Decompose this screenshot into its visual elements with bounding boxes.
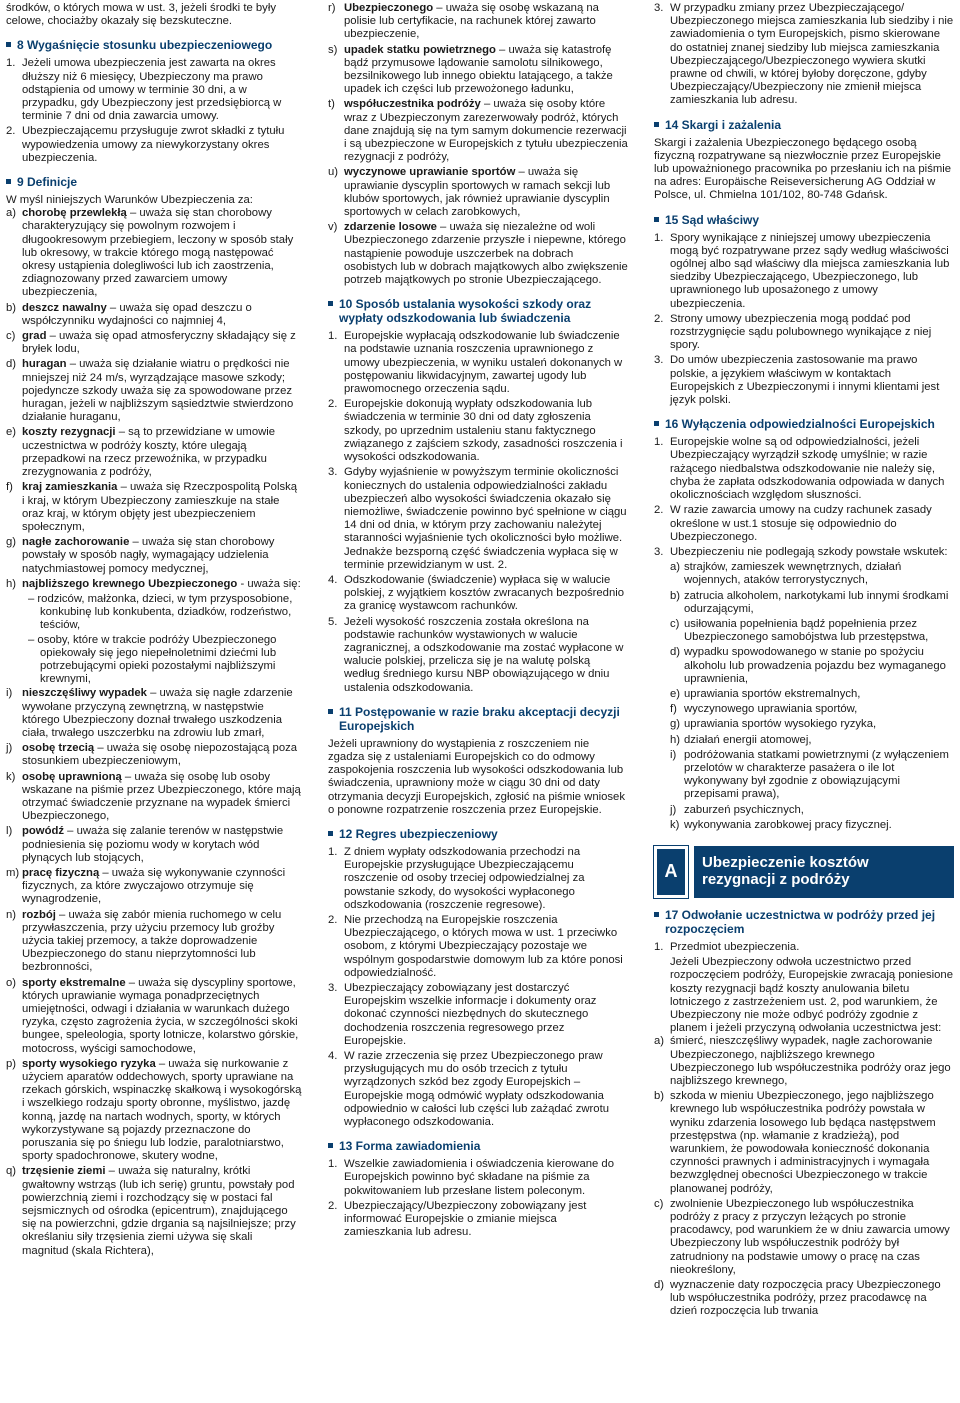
list-item: 3. W przypadku zmiany przez Ubezpieczającego/ Ubezpieczonego miejsca zamieszkania lub siedziby i nie zawiadomienia o tym Europejskich, pismo skierowane do ostatniej znanej siedziby lub miejsca zamieszkania Ubezpieczającego/Ubezpieczonego wywiera skutki prawne od chwili, w której byłoby doręczone, gdyby Ubezpieczający/Ubezpieczony nie zmienił miejsca zamieszkania lub adresu.	[654, 2, 954, 107]
definition-item: a) chorobę przewlekłą – uważa się stan chorobowy charakteryzujący się powolnym rozwojem i długookresowym przebiegiem, leczony w sposób stały lub okresowy, w trakcie którego mogą następować okresy ustąpienia dolegliwości lub ich zaostrzenia, zdiagnozowany przed zawarciem umowy ubezpieczenia,	[6, 207, 294, 299]
column-2	[328, 2, 628, 1241]
list-item: d) wypadku spowodowanego w stanie po spożyciu alkoholu lub prowadzenia pojazdu bez wymaganego uprawnienia,	[670, 646, 946, 685]
section-10-title: 10 Sposób ustalania wysokości szkody oraz wypłaty odszkodowania lub świadczenia	[328, 297, 628, 325]
list-item: b) zatrucia alkoholem, narkotykami lub innymi środkami odurzającymi,	[670, 589, 949, 615]
list-item: 1. Przedmiot ubezpieczenia.	[654, 940, 800, 953]
list-item: 1. Jeżeli umowa ubezpieczenia jest zawarta na okres dłuższy niż 6 miesięcy, Ubezpieczony ma prawo odstąpienia od umowy w terminie 30 dni, a w przypadku, gdy Ubezpieczony jest przedsiębiorcą w terminie 7 dni od dnia zawarcia umowy.	[6, 57, 282, 123]
list-item: 5. Jeżeli wysokość roszczenia została określona na podstawie rachunków wystawionych w walucie zagranicznej, a odszkodowanie ma zostać wypłacone w walucie polskiej, przelicza się je na walutę polską według średniego kursu NBP obowiązującego w dniu ustalenia odszkodowania.	[328, 615, 624, 694]
definition-item: c) grad – uważa się opad atmosferyczny składający się z bryłek lodu,	[6, 330, 296, 356]
section-11-text: Jeżeli uprawniony do wystąpienia z roszczeniem nie zgadza się z ustaleniami Europejskich co do odmowy zaspokojenia roszczenia lub wysokości odszkodowania lub świadczenia, uprawniony może w ciągu 30 dni od daty otrzymania decyzji Europejskich, zgłosić na piśmie wniosek o ponowne rozpatrzenie roszczenia przez Europejskie.	[328, 737, 625, 816]
list-item: g) uprawiania sportów wysokiego ryzyka,	[670, 718, 877, 731]
definition-item: o) sporty ekstremalne – uważa się dyscypliny sportowe, których uprawianie wymaga ponadprzeciętnych umiejętności, odwagi i działania w warunkach dużego ryzyka, często zagrożenia życia, w szczególności skoki bungee, speleologia, sporty lotnicze, kolarstwo górskie, motocross, wyścigi samochodowe,	[6, 976, 299, 1055]
bullet-square-icon	[654, 421, 659, 426]
bullet-square-icon	[654, 122, 659, 127]
definition-item: d) huragan – uważa się działanie wiatru o prędkości nie mniejszej niż 24 m/s, wyrządzające masowe szkody; pojedyncze szkody uważa się za spowodowane przez huragan, jeżeli w najbliższym sąsiedztwie stwierdzono działanie huraganu,	[6, 358, 294, 424]
definition-item: h) najbliższego krewnego Ubezpieczonego - uważa się:	[6, 577, 301, 590]
list-item: 3. Gdyby wyjaśnienie w powyższym terminie okoliczności koniecznych do ustalenia odpowiedzialności zakładu ubezpieczeń albo wysokości świadczenia okazało się niemożliwe, świadczenie powinno być spełnione w ciągu 14 dni od dnia, w którym przy zachowaniu należytej staranności wyjaśnienie tych okoliczności było możliwe. Jednakże bezsporną część świadczenia wypłaca się w terminie przewidzianym w ust. 2.	[328, 466, 627, 571]
bullet-square-icon	[654, 217, 659, 222]
definition-item: j) osobę trzecią – uważa się osobę niepozostającą poza stosunkiem ubezpieczeniowym,	[6, 742, 298, 768]
list-item: 1. Europejskie wolne są od odpowiedzialności, jeżeli Ubezpieczający wyrządził szkodę umyślnie; w razie rażącego niedbalstwa odszkodowanie nie należy się, chyba że zapłata odszkodowania odpowiada w danych okolicznościach względom słuszności.	[654, 436, 945, 502]
definition-item: m) pracę fizyczną – uważa się wykonywanie czynności fizycznych, za które zwyczajowo otrzymuje się wynagrodzenie,	[6, 866, 286, 906]
bullet-square-icon	[6, 42, 11, 47]
list-item: 3. Ubezpieczeniu nie podlegają szkody powstałe wskutek:	[654, 545, 948, 558]
section-16-title: 16 Wyłączenia odpowiedzialności Europejskich	[654, 417, 954, 431]
list-item: a) śmierć, nieszczęśliwy wypadek, nagłe zachorowanie Ubezpieczonego, najbliższego krewnego Ubezpieczonego lub współuczestnika podróży oraz jego najbliższego krewnego,	[654, 1035, 951, 1087]
list-item: 2. Ubezpieczającemu przysługuje zwrot składki z tytułu wypowiedzenia umowy za niewykorzystany okres ubezpieczenia.	[6, 125, 285, 164]
definition-item: n) rozbój – uważa się zabór mienia ruchomego w celu przywłaszczenia, przy użyciu przemocy lub groźby użycia takiej przemocy, a także doprowadzenie Ubezpieczonego do stanu nieprzytomności lub bezbronności,	[6, 908, 282, 974]
list-item: j) zaburzeń psychicznych,	[670, 803, 804, 816]
list-item: 1. Z dniem wypłaty odszkodowania przechodzi na Europejskie przysługujące Ubezpieczającemu roszczenie od osoby trzeciej odpowiedzialnej za powstanie szkody, do wysokości wypłaconego odszkodowania (roszczenie regresowe).	[328, 845, 585, 911]
bullet-square-icon	[6, 179, 11, 184]
section-letter-badge: A	[654, 846, 688, 898]
definition-item: b) deszcz nawalny – uważa się opad deszczu o współczynniku wydajności co najmniej 4,	[6, 301, 252, 327]
definition-item: f) kraj zamieszkania – uważa się Rzeczpospolitą Polską i kraj, w którym Ubezpieczony zamieszkuje na stałe oraz kraj, w którym objęty jest ubezpieczeniem społecznym,	[6, 481, 298, 533]
list-item: c) usiłowania popełnienia bądź popełnienia przez Ubezpieczonego samobójstwa lub przestępstwa,	[670, 617, 929, 644]
column-1	[6, 2, 302, 1260]
list-item: d) wyznaczenie daty rozpoczęcia pracy Ubezpieczonego lub współuczestnika podróży, przez pracodawcę na dzień rozpoczęcia lub trwania	[654, 1279, 941, 1318]
list-item: h) działań energii atomowej,	[670, 733, 812, 746]
section-9-title: 9 Definicje	[6, 175, 302, 189]
list-item: 4. W razie zrzeczenia się przez Ubezpieczonego praw przysługujących mu do osób trzecich z tytułu wyrządzonych szkód bez zgody Europejskich – Europejskie mogą odmówić wypłaty odszkodowania odpowiednio w całości lub części lub zażądać zwrotu wypłaconego odszkodowania.	[328, 1050, 609, 1129]
intro-paragraph: środków, o których mowa w ust. 3, jeżeli środki te były celowe, chociażby okazały się bezskuteczne.	[6, 2, 276, 28]
column-3	[654, 2, 954, 1321]
section-8-title: 8 Wygaśnięcie stosunku ubezpieczeniowego	[6, 38, 302, 52]
section-11-title: 11 Postępowanie w razie braku akceptacji decyzji Europejskich	[328, 705, 628, 733]
list-item: 2. Ubezpieczający/Ubezpieczony zobowiązany jest informować Europejskie o zmianie miejsca zamieszkania lub adresu.	[328, 1199, 587, 1239]
list-item: i) podróżowania statkami powietrznymi (z wyłączeniem przelotów w charakterze pasażera o ile lot wykonywany był zgodnie z obowiązującymi przepisami prawa),	[670, 748, 949, 801]
list-item: c) zwolnienie Ubezpieczonego lub współuczestnika podróży z pracy z przyczyn leżących po stronie pracodawcy, pod warunkiem że w dniu zawarcia umowy Ubezpieczony lub współuczestnik podróży był zatrudniony na podstawie umowy o pracę na czas nieokreślony,	[654, 1197, 950, 1276]
definition-item: e) koszty rezygnacji – są to przewidziane w umowie uczestnictwa w podróży koszty, które ulegają przepadkowi na rzecz przewoźnika, w przypadku zrezygnowania z podróży,	[6, 426, 276, 479]
definition-item: k) osobę uprawnioną – uważa się osobę lub osoby wskazane na piśmie przez Ubezpieczonego, które mają otrzymać świadczenie przyznane na wypadek śmierci Ubezpieczonego,	[6, 770, 301, 823]
section-15-title: 15 Sąd właściwy	[654, 213, 954, 227]
bullet-square-icon	[328, 301, 333, 306]
section-a-banner	[654, 846, 954, 898]
definition-item: q) trzęsienie ziemi – uważa się naturalny, krótki gwałtowny wstrząs (lub ich serię) gruntu, powstały pod powierzchnią ziemi i rozchodzący się w postaci fal sejsmicznych od ośrodka (epicentrum), znajdującego się na powierzchni, gdzie drgania są najsilniejsze; przy określaniu siły trzęsienia ziemi używa się skali magnitud (skala Richtera),	[6, 1165, 296, 1257]
list-item: a) strajków, zamieszek wewnętrznych, działań wojennych, ataków terrorystycznych,	[670, 561, 902, 587]
definition-item: i) nieszczęśliwy wypadek – uważa się nagłe zdarzenie wywołane przyczyną zewnętrzną, w następstwie którego Ubezpieczony doznał trwałego uszkodzenia ciała, trwałego uszczerbku na zdrowiu lub zmarł,	[6, 687, 293, 739]
definition-item: v) zdarzenie losowe – uważa się niezależne od woli Ubezpieczonego zdarzenie przyszłe i niepewne, którego nastąpienie powoduje uszczerbek na dobrach osobistych lub w dobrach majątkowych albo zwiększenie potrzeb majątkowych po stronie Ubezpieczającego.	[328, 221, 628, 287]
definition-item: g) nagłe zachorowanie – uważa się stan chorobowy powstały w sposób nagły, wymagający udzielenia natychmiastowej pomocy medycznej,	[6, 536, 275, 575]
list-item: 3. Ubezpieczający zobowiązany jest dostarczyć Europejskim wszelkie informacje i dokumenty oraz dokonać czynności niezbędnych do skutecznego dochodzenia roszczenia regresowego przez Europejskie.	[328, 982, 597, 1047]
definitions-lead: W myśl niniejszych Warunków Ubezpieczenia za:	[6, 194, 253, 207]
list-item: 2. W razie zawarcia umowy na cudzy rachunek zasady określone w ust.1 stosuje się odpowiednio do Ubezpieczonego.	[654, 504, 932, 543]
list-item: 1. Spory wynikające z niniejszej umowy ubezpieczenia mogą być rozpatrywane przez sądy według właściwości ogólnej albo sąd właściwy dla miejsca zamieszkania lub siedziby Ubezpieczającego, Ubezpieczonego, lub uprawnionego lub uposażonego z umowy ubezpieczenia.	[654, 231, 950, 310]
section-17-paragraph: Jeżeli Ubezpieczony odwoła uczestnictwo przed rozpoczęciem podróży, Europejskie zwracają poniesione koszty rezygnacji bądź koszty anulowania biletu lotniczego z zastrzeżeniem ust. 2, pod warunkiem, że Ubezpieczony nie może odbyć podróży zgodnie z planem i jeżeli przyczyną odwołania uczestnictwa jest:	[670, 956, 953, 1035]
list-item: 1. Wszelkie zawiadomienia i oświadczenia kierowane do Europejskich powinno być składane na piśmie za pokwitowaniem lub przesłane listem poleconym.	[328, 1158, 615, 1197]
exclusions-sublist	[670, 561, 954, 832]
list-item: b) szkoda w mieniu Ubezpieczonego, jego najbliższego krewnego lub współuczestnika podróży powstała w wyniku zdarzenia losowego lub będąca następstwem przestępstwa (np. włamanie z kradzieżą), pod warunkiem, że powodowała konieczność dokonania czynności prawnych i administracyjnych i wymagała bezwzględnej obecności Ubezpieczonego w trakcie planowanej podróży,	[654, 1090, 936, 1195]
definition-item: r) Ubezpieczonego – uważa się osobę wskazaną na polisie lub certyfikacie, na rachunek której zawarto ubezpieczenie,	[328, 2, 599, 41]
list-item: f) wyczynowego uprawiania sportów,	[670, 703, 858, 716]
definition-dash-item: – osoby, które w trakcie podróży Ubezpieczonego opiekowały się jego niepełnoletnimi dziećmi lub potrzebującymi opieki pozostałymi najbliższymi krewnymi,	[28, 633, 277, 686]
list-item: 2. Europejskie dokonują wypłaty odszkodowania lub świadczenia w terminie 30 dni od daty zgłoszenia szkody, po uprzednim ustaleniu stanu faktycznego związanego z zajściem szkody, zasadności roszczenia i wysokości odszkodowania.	[328, 398, 623, 464]
list-item: 2. Nie przechodzą na Europejskie roszczenia Ubezpieczającego, o których mowa w ust. 1 przeciwko osobom, z którymi Ubezpieczający pozostaje we wspólnym gospodarstwie domowym lub za które ponosi odpowiedzialność.	[328, 913, 623, 979]
section-14-title: 14 Skargi i zażalenia	[654, 118, 954, 132]
list-item: e) uprawiania sportów ekstremalnych,	[670, 687, 861, 700]
bullet-square-icon	[328, 709, 333, 714]
list-item: 2. Strony umowy ubezpieczenia mogą poddać pod rozstrzygnięcie sądu polubownego wynikające z niej spory.	[654, 312, 932, 352]
section-12-title: 12 Regres ubezpieczeniowy	[328, 827, 628, 841]
list-item: 3. Do umów ubezpieczenia zastosowanie ma prawo polskie, a językiem właściwym w kontaktach Europejskich z Ubezpieczonymi i innymi klientami jest język polski.	[654, 354, 940, 407]
section-a-banner-title: Ubezpieczenie kosztów rezygnacji z podróży	[694, 846, 954, 898]
definition-item: s) upadek statku powietrznego – uważa się katastrofę bądź przymusowe lądowanie samolotu silnikowego, bezsilnikowego lub innego obiektu latającego, a także upadek ich części lub przewożonego ładunku,	[328, 43, 613, 96]
bullet-square-icon	[328, 831, 333, 836]
list-item: k) wykonywania zarobkowej pracy fizycznej.	[670, 818, 892, 831]
list-item: 4. Odszkodowanie (świadczenie) wypłaca się w walucie polskiej, z wyjątkiem kosztów zwracanych bezpośrednio za granicę wystawcom rachunków.	[328, 573, 625, 613]
definition-item: u) wyczynowe uprawianie sportów – uważa się uprawianie dyscyplin sportowych w ramach sekcji lub klubów sportowych, jak również uprawianie dyscyplin sportowych w celach zarobkowych,	[328, 166, 611, 219]
section-13-title: 13 Forma zawiadomienia	[328, 1139, 628, 1153]
bullet-square-icon	[328, 1143, 333, 1148]
definition-dash-item: – rodziców, małżonka, dzieci, w tym przysposobione, konkubinę lub konkubenta, dziadków, rodzeństwo, teściów,	[28, 592, 293, 632]
list-item: 1. Europejskie wypłacają odszkodowanie lub świadczenie na podstawie uznania roszczenia uprawnionego z umowy ubezpieczenia, w wyniku ustaleń dokonanych w postępowaniu likwidacyjnym, zawartej ugody lub prawomocnego orzeczenia sądu.	[328, 330, 623, 396]
definition-item: l) powódź – uważa się zalanie terenów w następstwie podniesienia się poziomu wody w korytach wód płynących lub stojących,	[6, 825, 284, 864]
definition-item: p) sporty wysokiego ryzyka – uważa się nurkowanie z użyciem aparatów oddechowych, sporty uprawiane na rzekach górskich, wspinaczkę skałkową i wysokogórską i wszelkiego rodzaju sporty obronne, myślistwo, jazdę konną, jazdę na nartach wodnych, sporty, w których wykorzystywane są pojazdy przeznaczone do poruszania się po śniegu lub lodzie, paralotniarstwo, sporty spadochronowe, skutery wodne,	[6, 1057, 302, 1163]
definition-item: t) współuczestnika podróży – uważa się osoby które wraz z Ubezpieczonym zarezerwowały podróż, których dane znajdują się na tym samym dokumencie rezerwacji i są ubezpieczone w Europejskich z tytułu ubezpieczenia rezygnacji z podróży,	[328, 98, 628, 164]
section-17-title: 17 Odwołanie uczestnictwa w podróży przed jej rozpoczęciem	[654, 908, 954, 936]
section-14-text: Skargi i zażalenia Ubezpieczonego będącego osobą fizyczną rozpatrywane są niezwłocznie przez Europejskie lub upoważnionego pracownika po przesłaniu ich na piśmie na adres: Europäische Reiseversicherung AG Oddział w Polsce, ul. Chmielna 101/102, 80-748 Gdańsk.	[654, 136, 952, 202]
bullet-square-icon	[654, 912, 659, 917]
